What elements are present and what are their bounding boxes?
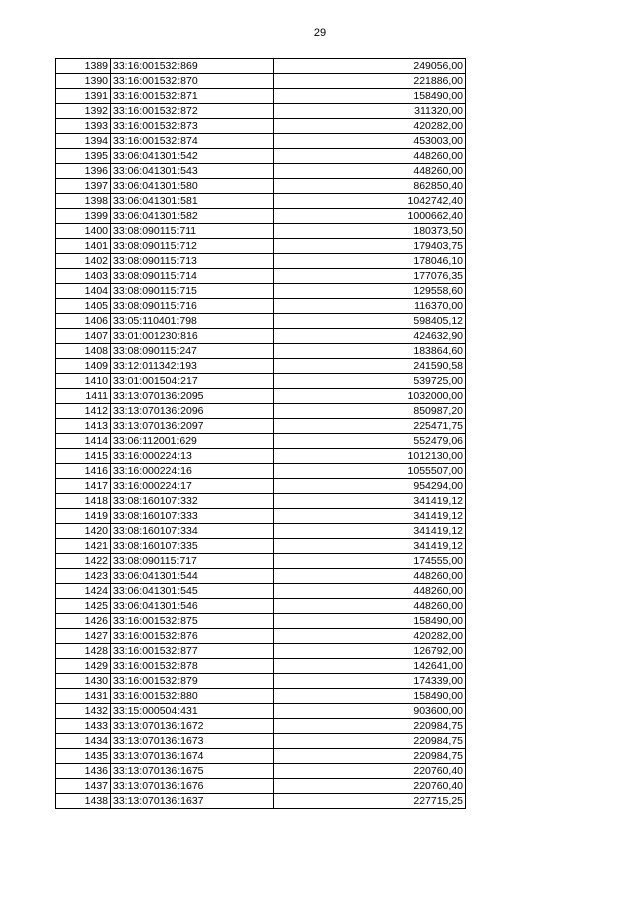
cadastral-value: 420282,00 xyxy=(274,629,466,644)
row-number: 1395 xyxy=(56,149,111,164)
cadastral-number: 33:16:001532:874 xyxy=(111,134,274,149)
cadastral-value: 220984,75 xyxy=(274,734,466,749)
row-number: 1410 xyxy=(56,374,111,389)
page-number: 29 xyxy=(313,27,327,39)
table-row xyxy=(56,599,466,614)
cadastral-number: 33:16:001532:870 xyxy=(111,74,274,89)
cadastral-number: 33:15:000504:431 xyxy=(111,704,274,719)
cadastral-value: 220984,75 xyxy=(274,719,466,734)
cadastral-number: 33:08:160107:335 xyxy=(111,539,274,554)
row-number: 1392 xyxy=(56,104,111,119)
cadastral-value: 158490,00 xyxy=(274,89,466,104)
row-number: 1418 xyxy=(56,494,111,509)
cadastral-value: 249056,00 xyxy=(274,59,466,74)
cadastral-number: 33:06:041301:544 xyxy=(111,569,274,584)
cadastral-number: 33:05:110401:798 xyxy=(111,314,274,329)
cadastral-value: 126792,00 xyxy=(274,644,466,659)
table-row xyxy=(56,104,466,119)
cadastral-value: 598405,12 xyxy=(274,314,466,329)
cadastral-number: 33:16:001532:878 xyxy=(111,659,274,674)
table-row xyxy=(56,359,466,374)
cadastral-value: 850987,20 xyxy=(274,404,466,419)
row-number: 1420 xyxy=(56,524,111,539)
row-number: 1393 xyxy=(56,119,111,134)
cadastral-number: 33:08:160107:332 xyxy=(111,494,274,509)
table-row xyxy=(56,239,466,254)
row-number: 1402 xyxy=(56,254,111,269)
row-number: 1434 xyxy=(56,734,111,749)
cadastral-value: 116370,00 xyxy=(274,299,466,314)
table-row xyxy=(56,569,466,584)
cadastral-number: 33:13:070136:2096 xyxy=(111,404,274,419)
row-number: 1419 xyxy=(56,509,111,524)
cadastral-value-table xyxy=(55,58,466,809)
table-row xyxy=(56,764,466,779)
row-number: 1398 xyxy=(56,194,111,209)
table-row xyxy=(56,269,466,284)
cadastral-value: 539725,00 xyxy=(274,374,466,389)
cadastral-value: 241590,58 xyxy=(274,359,466,374)
table-row xyxy=(56,254,466,269)
row-number: 1411 xyxy=(56,389,111,404)
table-row xyxy=(56,704,466,719)
table-row xyxy=(56,674,466,689)
cadastral-number: 33:08:090115:715 xyxy=(111,284,274,299)
cadastral-number: 33:06:041301:542 xyxy=(111,149,274,164)
cadastral-value: 158490,00 xyxy=(274,689,466,704)
table-row xyxy=(56,329,466,344)
row-number: 1407 xyxy=(56,329,111,344)
cadastral-number: 33:08:090115:714 xyxy=(111,269,274,284)
cadastral-number: 33:16:001532:879 xyxy=(111,674,274,689)
table-row xyxy=(56,389,466,404)
row-number: 1427 xyxy=(56,629,111,644)
cadastral-number: 33:12:011342:193 xyxy=(111,359,274,374)
cadastral-value: 158490,00 xyxy=(274,614,466,629)
row-number: 1424 xyxy=(56,584,111,599)
row-number: 1408 xyxy=(56,344,111,359)
table-row xyxy=(56,284,466,299)
cadastral-number: 33:08:160107:334 xyxy=(111,524,274,539)
row-number: 1438 xyxy=(56,794,111,809)
table-row xyxy=(56,74,466,89)
cadastral-value: 129558,60 xyxy=(274,284,466,299)
table-row xyxy=(56,179,466,194)
table-row xyxy=(56,509,466,524)
row-number: 1421 xyxy=(56,539,111,554)
table-row xyxy=(56,224,466,239)
table-row xyxy=(56,554,466,569)
cadastral-value: 448260,00 xyxy=(274,599,466,614)
cadastral-value: 341419,12 xyxy=(274,524,466,539)
row-number: 1428 xyxy=(56,644,111,659)
table-row xyxy=(56,164,466,179)
cadastral-value: 220760,40 xyxy=(274,779,466,794)
table-row xyxy=(56,419,466,434)
cadastral-number: 33:06:041301:580 xyxy=(111,179,274,194)
table-row xyxy=(56,614,466,629)
cadastral-value: 142641,00 xyxy=(274,659,466,674)
cadastral-value: 174339,00 xyxy=(274,674,466,689)
cadastral-number: 33:06:112001:629 xyxy=(111,434,274,449)
table-row xyxy=(56,134,466,149)
cadastral-number: 33:13:070136:1673 xyxy=(111,734,274,749)
cadastral-number: 33:16:000224:13 xyxy=(111,449,274,464)
row-number: 1423 xyxy=(56,569,111,584)
cadastral-number: 33:08:090115:712 xyxy=(111,239,274,254)
table-row xyxy=(56,374,466,389)
cadastral-value: 221886,00 xyxy=(274,74,466,89)
table-row xyxy=(56,464,466,479)
table-row xyxy=(56,59,466,74)
cadastral-number: 33:16:001532:876 xyxy=(111,629,274,644)
cadastral-value: 177076,35 xyxy=(274,269,466,284)
row-number: 1430 xyxy=(56,674,111,689)
table-row xyxy=(56,434,466,449)
cadastral-number: 33:01:001230:816 xyxy=(111,329,274,344)
cadastral-number: 33:06:041301:581 xyxy=(111,194,274,209)
row-number: 1437 xyxy=(56,779,111,794)
row-number: 1429 xyxy=(56,659,111,674)
cadastral-value: 220984,75 xyxy=(274,749,466,764)
cadastral-number: 33:08:090115:713 xyxy=(111,254,274,269)
row-number: 1397 xyxy=(56,179,111,194)
cadastral-number: 33:13:070136:1676 xyxy=(111,779,274,794)
cadastral-value: 1042742,40 xyxy=(274,194,466,209)
cadastral-number: 33:06:041301:546 xyxy=(111,599,274,614)
row-number: 1431 xyxy=(56,689,111,704)
cadastral-number: 33:16:001532:872 xyxy=(111,104,274,119)
cadastral-value: 453003,00 xyxy=(274,134,466,149)
row-number: 1432 xyxy=(56,704,111,719)
cadastral-number: 33:08:090115:711 xyxy=(111,224,274,239)
cadastral-number: 33:16:001532:880 xyxy=(111,689,274,704)
table-row xyxy=(56,89,466,104)
cadastral-value: 448260,00 xyxy=(274,569,466,584)
row-number: 1404 xyxy=(56,284,111,299)
row-number: 1414 xyxy=(56,434,111,449)
row-number: 1389 xyxy=(56,59,111,74)
row-number: 1425 xyxy=(56,599,111,614)
table-row xyxy=(56,539,466,554)
cadastral-value: 341419,12 xyxy=(274,494,466,509)
table-row xyxy=(56,524,466,539)
row-number: 1436 xyxy=(56,764,111,779)
table-row xyxy=(56,299,466,314)
table-row xyxy=(56,734,466,749)
table-row xyxy=(56,449,466,464)
cadastral-number: 33:06:041301:543 xyxy=(111,164,274,179)
cadastral-value: 225471,75 xyxy=(274,419,466,434)
cadastral-value: 341419,12 xyxy=(274,509,466,524)
cadastral-number: 33:16:000224:17 xyxy=(111,479,274,494)
cadastral-number: 33:01:001504:217 xyxy=(111,374,274,389)
row-number: 1422 xyxy=(56,554,111,569)
row-number: 1391 xyxy=(56,89,111,104)
table-row xyxy=(56,149,466,164)
row-number: 1390 xyxy=(56,74,111,89)
table-row xyxy=(56,479,466,494)
table-row xyxy=(56,779,466,794)
cadastral-value: 179403,75 xyxy=(274,239,466,254)
table-row xyxy=(56,689,466,704)
row-number: 1433 xyxy=(56,719,111,734)
cadastral-value: 220760,40 xyxy=(274,764,466,779)
table-row xyxy=(56,749,466,764)
table-row xyxy=(56,644,466,659)
cadastral-number: 33:13:070136:1675 xyxy=(111,764,274,779)
row-number: 1403 xyxy=(56,269,111,284)
table-row xyxy=(56,404,466,419)
cadastral-number: 33:13:070136:2097 xyxy=(111,419,274,434)
row-number: 1416 xyxy=(56,464,111,479)
cadastral-number: 33:08:090115:717 xyxy=(111,554,274,569)
table-body xyxy=(56,59,466,809)
table-row xyxy=(56,719,466,734)
row-number: 1435 xyxy=(56,749,111,764)
row-number: 1413 xyxy=(56,419,111,434)
cadastral-number: 33:16:001532:873 xyxy=(111,119,274,134)
row-number: 1401 xyxy=(56,239,111,254)
cadastral-number: 33:16:001532:869 xyxy=(111,59,274,74)
table-row xyxy=(56,344,466,359)
cadastral-number: 33:13:070136:1672 xyxy=(111,719,274,734)
cadastral-number: 33:06:041301:582 xyxy=(111,209,274,224)
cadastral-value: 1000662,40 xyxy=(274,209,466,224)
cadastral-number: 33:13:070136:1674 xyxy=(111,749,274,764)
cadastral-value: 341419,12 xyxy=(274,539,466,554)
table-row xyxy=(56,629,466,644)
row-number: 1396 xyxy=(56,164,111,179)
row-number: 1426 xyxy=(56,614,111,629)
cadastral-value: 448260,00 xyxy=(274,149,466,164)
cadastral-number: 33:08:090115:716 xyxy=(111,299,274,314)
table-row xyxy=(56,314,466,329)
row-number: 1400 xyxy=(56,224,111,239)
cadastral-value: 954294,00 xyxy=(274,479,466,494)
cadastral-value: 1012130,00 xyxy=(274,449,466,464)
cadastral-value: 424632,90 xyxy=(274,329,466,344)
cadastral-value: 903600,00 xyxy=(274,704,466,719)
row-number: 1412 xyxy=(56,404,111,419)
cadastral-number: 33:16:001532:875 xyxy=(111,614,274,629)
row-number: 1415 xyxy=(56,449,111,464)
cadastral-value: 1055507,00 xyxy=(274,464,466,479)
cadastral-value: 178046,10 xyxy=(274,254,466,269)
table-row xyxy=(56,209,466,224)
cadastral-number: 33:13:070136:2095 xyxy=(111,389,274,404)
cadastral-value: 183864,60 xyxy=(274,344,466,359)
cadastral-value: 180373,50 xyxy=(274,224,466,239)
row-number: 1405 xyxy=(56,299,111,314)
cadastral-number: 33:16:001532:877 xyxy=(111,644,274,659)
table-row xyxy=(56,659,466,674)
cadastral-number: 33:16:001532:871 xyxy=(111,89,274,104)
row-number: 1409 xyxy=(56,359,111,374)
table-row xyxy=(56,119,466,134)
cadastral-number: 33:16:000224:16 xyxy=(111,464,274,479)
cadastral-value: 227715,25 xyxy=(274,794,466,809)
cadastral-value: 552479,06 xyxy=(274,434,466,449)
table-row xyxy=(56,584,466,599)
cadastral-number: 33:08:160107:333 xyxy=(111,509,274,524)
cadastral-value: 420282,00 xyxy=(274,119,466,134)
table-row xyxy=(56,794,466,809)
cadastral-value: 1032000,00 xyxy=(274,389,466,404)
cadastral-value: 448260,00 xyxy=(274,164,466,179)
table-row xyxy=(56,494,466,509)
cadastral-number: 33:08:090115:247 xyxy=(111,344,274,359)
cadastral-number: 33:13:070136:1637 xyxy=(111,794,274,809)
row-number: 1394 xyxy=(56,134,111,149)
cadastral-value: 311320,00 xyxy=(274,104,466,119)
cadastral-number: 33:06:041301:545 xyxy=(111,584,274,599)
cadastral-value: 862850,40 xyxy=(274,179,466,194)
row-number: 1406 xyxy=(56,314,111,329)
row-number: 1417 xyxy=(56,479,111,494)
table-row xyxy=(56,194,466,209)
cadastral-value: 174555,00 xyxy=(274,554,466,569)
row-number: 1399 xyxy=(56,209,111,224)
cadastral-value: 448260,00 xyxy=(274,584,466,599)
